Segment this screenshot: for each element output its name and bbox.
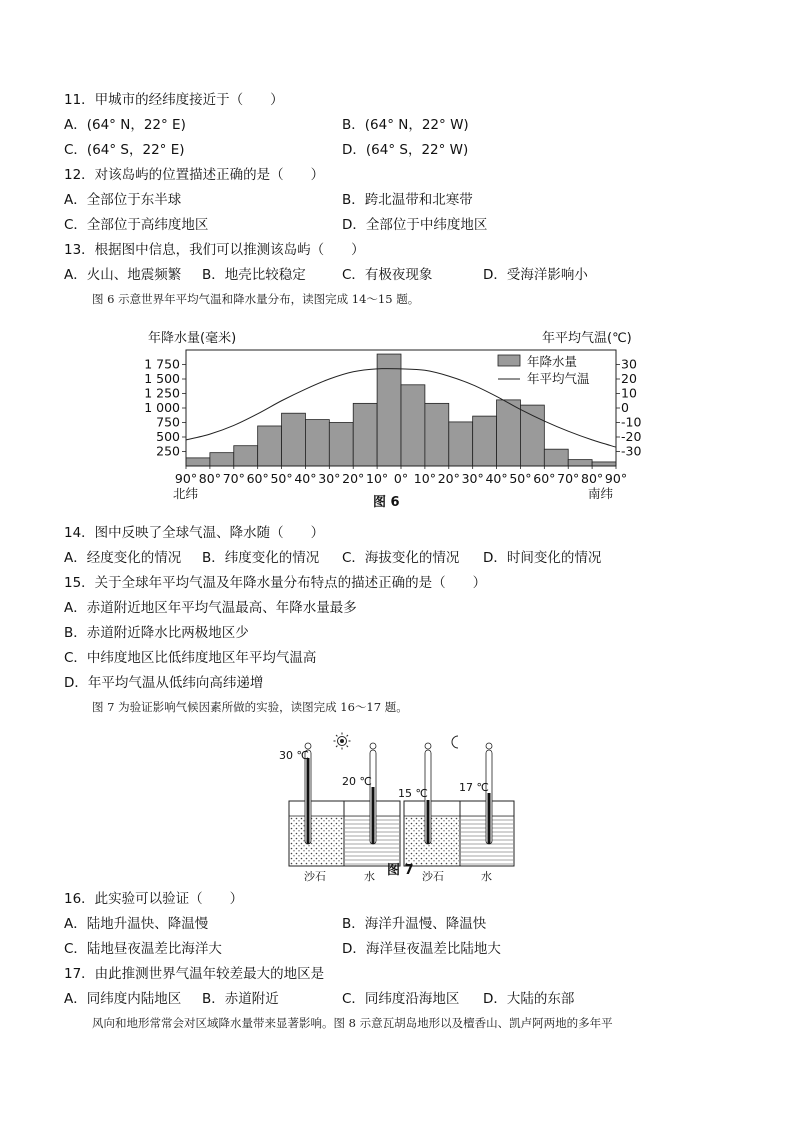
x-tick-label-17: 80°: [581, 471, 604, 486]
q12-option-d: D．全部位于中纬度地区: [342, 217, 488, 233]
y-axis-title: 年降水量(毫米): [148, 331, 237, 346]
x-tick-label-6: 30°: [318, 471, 341, 486]
q17-option-b: B．赤道附近: [202, 991, 279, 1007]
q16-option-a: A．陆地升温快、降温慢: [64, 916, 209, 932]
y2-tick-label-4: -10: [621, 414, 642, 430]
figure6-title: 图 6: [373, 495, 400, 510]
x-tick-label-11: 20°: [437, 471, 460, 486]
y2-tick-label-1: 20: [621, 371, 637, 386]
precip-bar-13: [497, 400, 521, 466]
y-tick-label-6: 250: [156, 443, 180, 459]
q16-option-c: C．陆地昼夜温差比海洋大: [64, 941, 222, 957]
night-panel: [398, 736, 514, 882]
q12-option-b: B．跨北温带和北寒带: [342, 192, 473, 208]
q11-stem: 11．甲城市的经纬度接近于（ ）: [64, 92, 284, 108]
x-tick-label-8: 10°: [366, 471, 389, 486]
y2-tick-label-5: -20: [621, 429, 642, 444]
x-right-label: 南纬: [588, 486, 614, 501]
q15-option-c: C．中纬度地区比低纬度地区年平均气温高: [64, 650, 317, 666]
y2-tick-label-2: 10: [621, 385, 637, 401]
legend-bar-swatch: [498, 355, 520, 366]
precip-bar-3: [258, 426, 282, 466]
q17-option-a: A．同纬度内陆地区: [64, 991, 182, 1007]
q15-option-d: D．年平均气温从低纬向高纬递增: [64, 675, 264, 691]
precip-bar-8: [377, 354, 401, 466]
x-tick-label-0: 90°: [174, 471, 198, 486]
q12-stem: 12．对该岛屿的位置描述正确的是（ ）: [64, 167, 325, 183]
figure7-title: 图 7: [387, 863, 414, 878]
night-sand-mercury: [427, 800, 430, 844]
x-tick-label-3: 60°: [246, 471, 269, 486]
figure6-intro: 图 6 示意世界年平均气温和降水量分布，读图完成 14～15 题。: [92, 292, 420, 306]
precip-bar-15: [544, 449, 568, 466]
day-sand: [290, 816, 343, 865]
day-water-temp: 20 ℃: [342, 775, 372, 788]
precip-bar-7: [353, 403, 377, 466]
legend-bar-label: 年降水量: [527, 354, 578, 369]
x-tick-label-9: 0°: [393, 471, 409, 486]
x-tick-label-18: 90°: [604, 471, 628, 486]
day-sand-label: 沙石: [304, 870, 326, 882]
x-tick-label-16: 70°: [557, 471, 580, 486]
night-water-label: 水: [481, 870, 492, 882]
night-water-mercury: [488, 793, 491, 844]
precip-bar-1: [210, 453, 234, 466]
x-tick-label-15: 60°: [533, 471, 556, 486]
y2-tick-label-3: 0: [621, 400, 629, 415]
moon-icon: [452, 736, 458, 748]
q15-option-a: A．赤道附近地区年平均气温最高、年降水量最多: [64, 600, 357, 616]
q13-stem: 13．根据图中信息，我们可以推测该岛屿（ ）: [64, 242, 365, 258]
y-tick-label-1: 1 500: [144, 371, 180, 386]
precip-bar-9: [401, 385, 425, 466]
sun-icon: [334, 733, 351, 750]
precip-bar-16: [568, 460, 592, 466]
day-water-label: 水: [364, 870, 375, 882]
q14-option-a: A．经度变化的情况: [64, 550, 182, 566]
q13-option-b: B．地壳比较稳定: [202, 267, 306, 283]
precip-bar-0: [186, 458, 210, 466]
y-tick-label-2: 1 250: [144, 385, 180, 401]
precip-bar-14: [520, 405, 544, 466]
precip-bar-12: [473, 416, 497, 466]
q17-option-d: D．大陆的东部: [483, 991, 575, 1007]
q13-option-a: A．火山、地震频繁: [64, 267, 182, 283]
precip-bar-6: [329, 423, 353, 467]
q12-option-a: A．全部位于东半球: [64, 192, 182, 208]
q16-option-d: D．海洋昼夜温差比陆地大: [342, 941, 501, 957]
x-tick-label-12: 30°: [461, 471, 484, 486]
q17-option-c: C．同纬度沿海地区: [342, 991, 460, 1007]
day-sand-mercury: [307, 758, 310, 844]
q14-option-b: B．纬度变化的情况: [202, 550, 320, 566]
x-tick-label-1: 80°: [198, 471, 221, 486]
y2-tick-label-6: -30: [621, 443, 642, 459]
day-water-mercury: [372, 787, 375, 844]
y-tick-label-4: 750: [156, 414, 180, 430]
figure6-chart: [0, 320, 794, 520]
precip-bar-11: [449, 422, 473, 466]
q12-option-c: C．全部位于高纬度地区: [64, 217, 209, 233]
precip-bar-10: [425, 403, 449, 466]
night-water-temp: 17 ℃: [459, 781, 489, 794]
precip-bar-5: [305, 420, 329, 466]
figure7-intro: 图 7 为验证影响气候因素所做的实验，读图完成 16～17 题。: [92, 700, 408, 714]
legend-line-label: 年平均气温: [527, 371, 590, 386]
q11-option-d: D．(64° S，22° W): [342, 142, 469, 158]
precip-bar-4: [282, 413, 306, 466]
night-sand-temp: 15 ℃: [398, 787, 428, 800]
q16-stem: 16．此实验可以验证（ ）: [64, 891, 244, 907]
y-tick-label-0: 1 750: [144, 356, 180, 372]
q13-option-c: C．有极夜现象: [342, 267, 433, 283]
q14-option-d: D．时间变化的情况: [483, 550, 602, 566]
q17-stem: 17．由此推测世界气温年较差最大的地区是: [64, 966, 325, 982]
x-tick-label-14: 50°: [509, 471, 532, 486]
x-tick-label-7: 20°: [342, 471, 365, 486]
x-tick-label-10: 10°: [413, 471, 436, 486]
y-tick-label-5: 500: [156, 429, 180, 444]
q14-stem: 14．图中反映了全球气温、降水随（ ）: [64, 525, 325, 541]
q11-option-b: B．(64° N，22° W): [342, 117, 469, 133]
q11-option-a: A．(64° N，22° E): [64, 117, 186, 133]
q15-option-b: B．赤道附近降水比两极地区少: [64, 625, 249, 641]
q15-stem: 15．关于全球年平均气温及年降水量分布特点的描述正确的是（ ）: [64, 575, 487, 591]
precip-bar-2: [234, 446, 258, 466]
q16-option-b: B．海洋升温慢、降温快: [342, 916, 487, 932]
x-tick-label-13: 40°: [485, 471, 508, 486]
day-panel: [279, 733, 400, 883]
figure8-intro: 风向和地形常常会对区域降水量带来显著影响。图 8 示意瓦胡岛地形以及檀香山、凯卢阿两地的多年平: [92, 1016, 613, 1030]
x-tick-label-2: 70°: [222, 471, 245, 486]
night-sand-label: 沙石: [422, 870, 444, 882]
figure7-diagram: [0, 722, 794, 882]
q13-option-d: D．受海洋影响小: [483, 267, 588, 283]
q11-option-c: C．(64° S，22° E): [64, 142, 185, 158]
q14-option-c: C．海拔变化的情况: [342, 550, 460, 566]
x-left-label: 北纬: [173, 486, 199, 501]
precip-bar-17: [592, 462, 616, 466]
y2-tick-label-0: 30: [621, 356, 637, 372]
night-sand: [405, 816, 459, 865]
y-tick-label-3: 1 000: [144, 400, 180, 415]
x-tick-label-5: 40°: [294, 471, 317, 486]
y2-axis-title: 年平均气温(℃): [542, 331, 632, 346]
x-tick-label-4: 50°: [270, 471, 293, 486]
day-sand-temp: 30 ℃: [279, 749, 309, 762]
